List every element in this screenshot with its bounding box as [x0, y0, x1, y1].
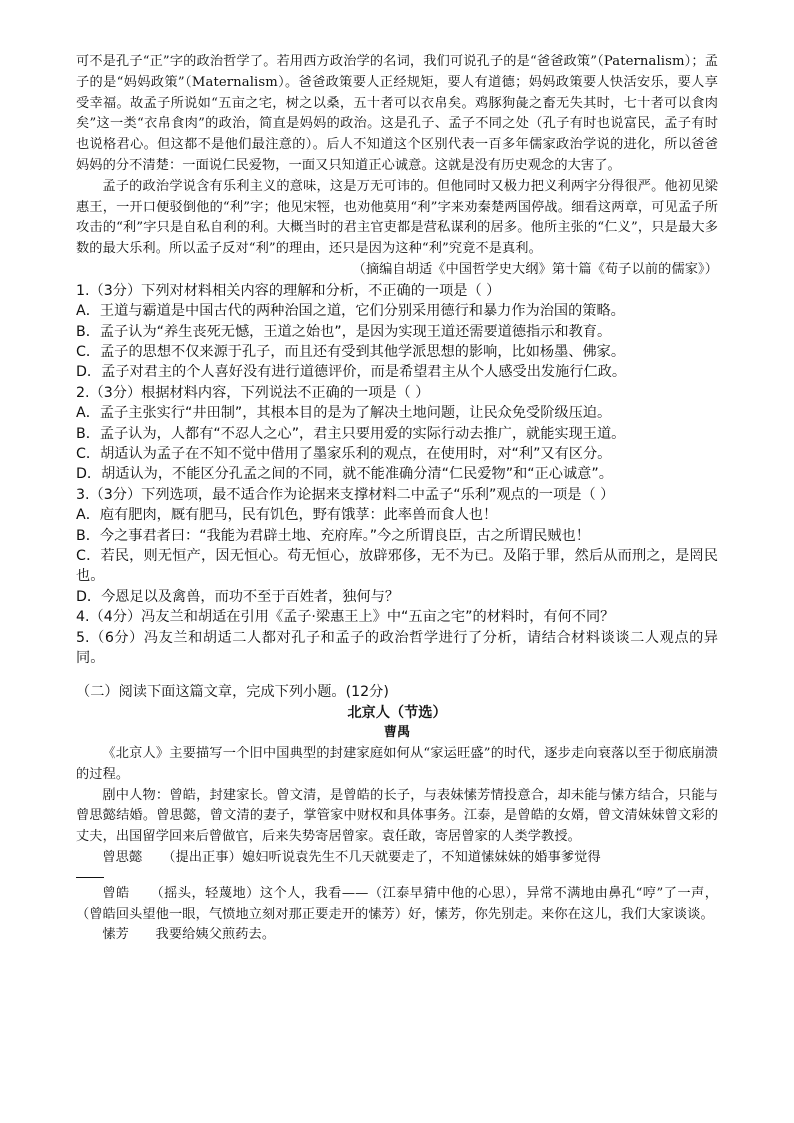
passage-paragraph: 可不是孔子“正”字的政治哲学了。若用西方政治学的名词，我们可说孔子的是“爸爸政策”（Paternalism）；孟子的是“妈妈政策”（Maternalism）。爸爸政策要人正经规矩，要人有道德；妈妈政策要人快活安乐，要人享受幸福。故孟子所说如“五亩之宅，树之以桑，五十者可以衣帛矣。鸡豚狗彘之畜无失其时，七十者可以食肉矣”这一类“衣帛食肉”的政治，简直是妈妈的政治。这是孔子、孟子不同之处（孔子有时也说富民，孟子有时也说格君心。但这都不是他们最注意的）。后人不知道这个区别代表一百多年儒家政治学说的进化，所以爸爸妈妈的分不清楚：一面说仁民爱物，一面又只知道正心诚意。这就是没有历史观念的大害了。 [76, 54, 718, 173]
speaker-name: 曾皓 [102, 885, 130, 901]
section-gap [76, 668, 718, 682]
article-body [76, 744, 718, 946]
article-intro: 《北京人》主要描写一个旧中国典型的封建家庭如何从“家运旺盛”的时代，逐步走向衰落以至于彻底崩溃的过程。 [76, 746, 718, 782]
passage-material-2 [76, 52, 718, 281]
question-option: D．孟子对君主的个人喜好没有进行道德评价，而是希望君主从个人感受出发施行仁政。 [76, 364, 627, 381]
article-title: 北京人（节选） [347, 704, 447, 721]
dash-rule [76, 877, 104, 878]
stage-line: 我要给姨父煎药去。 [155, 927, 276, 943]
question-option: A．孟子主张实行“井田制”，其根本目的是为了解决土地问题，让民众免受阶级压迫。 [76, 405, 612, 422]
script-line [76, 848, 718, 869]
question-2 [76, 383, 718, 485]
question-option: D．胡适认为，不能区分孔孟之间的不同，就不能准确分清“仁民爱物”和“正心诚意”。 [76, 466, 613, 483]
question-3 [76, 485, 718, 607]
speaker-name: 愫芳 [102, 927, 129, 943]
question-stem: 1.（3分）下列对材料相关内容的理解和分析，不正确的一项是（ ） [76, 282, 501, 299]
script-line [76, 925, 718, 946]
document-page [76, 52, 718, 946]
passage-source: （摘编自胡适《中国哲学史大纲》第十篇《荀子以前的儒家》） [352, 261, 718, 277]
article-characters: 剧中人物：曾皓，封建家长。曾文清，是曾皓的长子，与表妹愫芳情投意合，却未能与愫方结合，只能与曾思懿结婚。曾思懿，曾文清的妻子，掌管家中财权和具体事务。江泰，是曾皓的女婿，曾文清妹妹曾文彩的丈夫，出国留学回来后曾做官，后来失势寄居曾家。袁任敢，寄居曾家的人类学教授。 [76, 787, 718, 845]
question-stem: 3.（3分）下列选项，最不适合作为论据来支撑材料二中孟子“乐利”观点的一项是（ ） [76, 486, 615, 503]
section-heading: （二）阅读下面这篇文章，完成下列小题。(12分) [76, 684, 389, 701]
question-option: C．若民，则无恒产，因无恒心。苟无恒心，放辟邪侈，无不为已。及陷于罪，然后从而刑之，是罔民也。 [76, 548, 718, 585]
question-option: B．孟子认为，人都有“不忍人之心”，君主只要用爱的实际行动去推广，就能实现王道。 [76, 425, 626, 442]
script-line [76, 884, 718, 926]
question-option: A．王道与霸道是中国古代的两种治国之道，它们分别采用德行和暴力作为治国的策略。 [76, 303, 625, 320]
question-4 [76, 607, 718, 627]
question-option: B．孟子认为“养生丧死无憾，王道之始也”，是因为实现王道还需要道德指示和教育。 [76, 323, 612, 340]
question-list [76, 281, 718, 669]
article-author: 曹禺 [383, 725, 411, 741]
question-option: B．今之事君者曰：“我能为君辟土地、充府库。”今之所谓良臣，古之所谓民贼也！ [76, 527, 590, 544]
question-option: D．今恩足以及禽兽，而功不至于百姓者，独何与？ [76, 588, 400, 605]
speaker-name: 曾思懿 [102, 850, 143, 866]
stage-line: （提出正事）媳妇听说袁先生不几天就要走了，不知道愫妹妹的婚事爹觉得 [168, 850, 601, 866]
question-stem: 2.（3分）根据材料内容，下列说法不正确的一项是（ ） [76, 384, 430, 401]
question-stem: 4.（4分）冯友兰和胡适在引用《孟子·梁惠王上》中“五亩之宅”的材料时，有何不同？ [76, 609, 615, 626]
question-option: A．庖有肥肉，厩有肥马，民有饥色，野有饿莩：此率兽而食人也！ [76, 507, 498, 524]
question-stem: 5.（6分）冯友兰和胡适二人都对孔子和孟子的政治哲学进行了分析，请结合材料谈谈二人观点的异同。 [76, 629, 718, 667]
question-option: C．孟子的思想不仅来源于孔子，而且还有受到其他学派思想的影响，比如杨墨、佛家。 [76, 343, 626, 360]
question-1 [76, 281, 718, 383]
section-2 [76, 682, 718, 946]
passage-paragraph: 孟子的政治学说含有乐利主义的意味，这是万无可讳的。但他同时又极力把义利两字分得很严。他初见梁惠王，一开口便驳倒他的“利”字；他见宋牼，也劝他莫用“利”字来劝秦楚两国停战。细看这两章，可见孟子所攻击的“利”字只是自私自利的利。大概当时的君主官吏都是营私谋利的居多。他所主张的“仁义”，只是最大多数的最大乐利。所以孟子反对“利”的理由，还只是因为这种“利”究竟不是真利。 [76, 178, 718, 257]
question-option: C．胡适认为孟子在不知不觉中借用了墨家乐利的观点，在使用时，对“利”又有区分。 [76, 446, 612, 463]
question-5 [76, 628, 718, 669]
stage-line: （摇头，轻蔑地）这个人，我看——（江泰早猜中他的心思），异常不满地由鼻孔“哼”了一声，（曾皓回头望他一眼，气愤地立刻对那正要走开的愫芳）好，愫芳，你先别走。来你在这儿，我们大家谈谈。 [76, 885, 718, 922]
